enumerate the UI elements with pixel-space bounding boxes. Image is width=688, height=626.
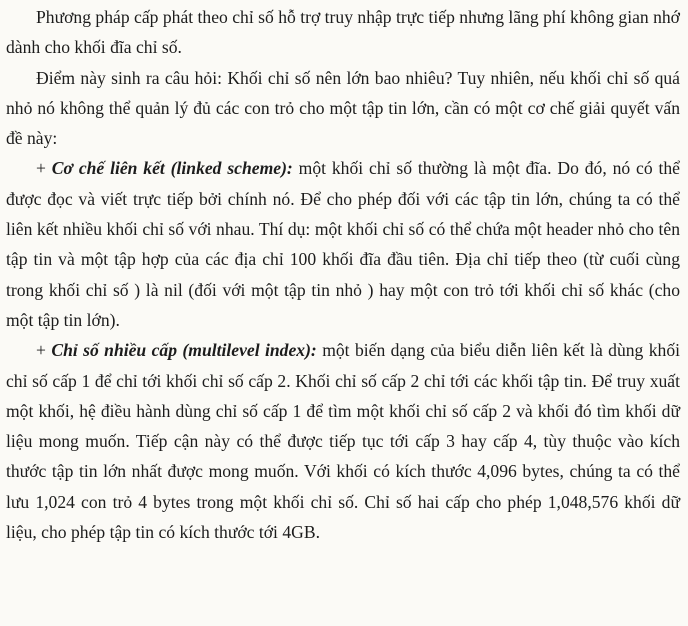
bullet-prefix: +: [36, 158, 52, 179]
linked-scheme-text: một khối chỉ số thường là một đĩa. Do đó, nó có thể được đọc và viết trực tiếp bởi chính nó. Để cho phép đối với các tập tin lớn, chúng ta có thể liên kết nhiều khối chỉ số với nhau. Thí dụ: một khối chỉ số có thể chứa một header nhỏ cho tên tập tin và một tập hợp của các địa chỉ 100 khối đĩa đầu tiên. Địa chỉ tiếp theo (từ cuối cùng trong khối chỉ số ) là nil (đối với một tập tin nhỏ ) hay một con trỏ tới khối chỉ số khác (cho một tập tin lớn).: [6, 158, 680, 330]
paragraph-linked-scheme: [6, 153, 680, 335]
paragraph-index-block-size: Điểm này sinh ra câu hỏi: Khối chỉ số nên lớn bao nhiêu? Tuy nhiên, nếu khối chỉ số quá nhỏ nó không thể quản lý đủ các con trỏ cho một tập tin lớn, cần có một cơ chế giải quyết vấn đề này:: [6, 67, 680, 149]
multilevel-index-label: Chỉ số nhiều cấp (multilevel index):: [51, 340, 317, 361]
linked-scheme-label: Cơ chế liên kết (linked scheme):: [51, 158, 293, 179]
paragraph-multilevel-index: [6, 335, 680, 547]
paragraph-indexed-allocation: Phương pháp cấp phát theo chỉ số hỗ trợ truy nhập trực tiếp nhưng lãng phí không gian nhớ dành cho khối đĩa chỉ số.: [6, 7, 680, 58]
multilevel-index-text: một biến dạng của biểu diễn liên kết là dùng khối chỉ số cấp 1 để chỉ tới khối chỉ số cấp 2. Khối chỉ số cấp 2 chỉ tới các khối tập tin. Để truy xuất một khối, hệ điều hành dùng chỉ số cấp 1 để tìm một khối chỉ số cấp 2 và khối đó tìm khối dữ liệu mong muốn. Tiếp cận này có thể được tiếp tục tới cấp 3 hay cấp 4, tùy thuộc vào kích thước tập tin lớn nhất được mong muốn. Với khối có kích thước 4,096 bytes, chúng ta có thể lưu 1,024 con trỏ 4 bytes trong một khối chỉ số. Chỉ số hai cấp cho phép 1,048,576 khối dữ liệu, cho phép tập tin có kích thước tới 4GB.: [6, 340, 681, 543]
bullet-prefix: +: [36, 340, 52, 361]
